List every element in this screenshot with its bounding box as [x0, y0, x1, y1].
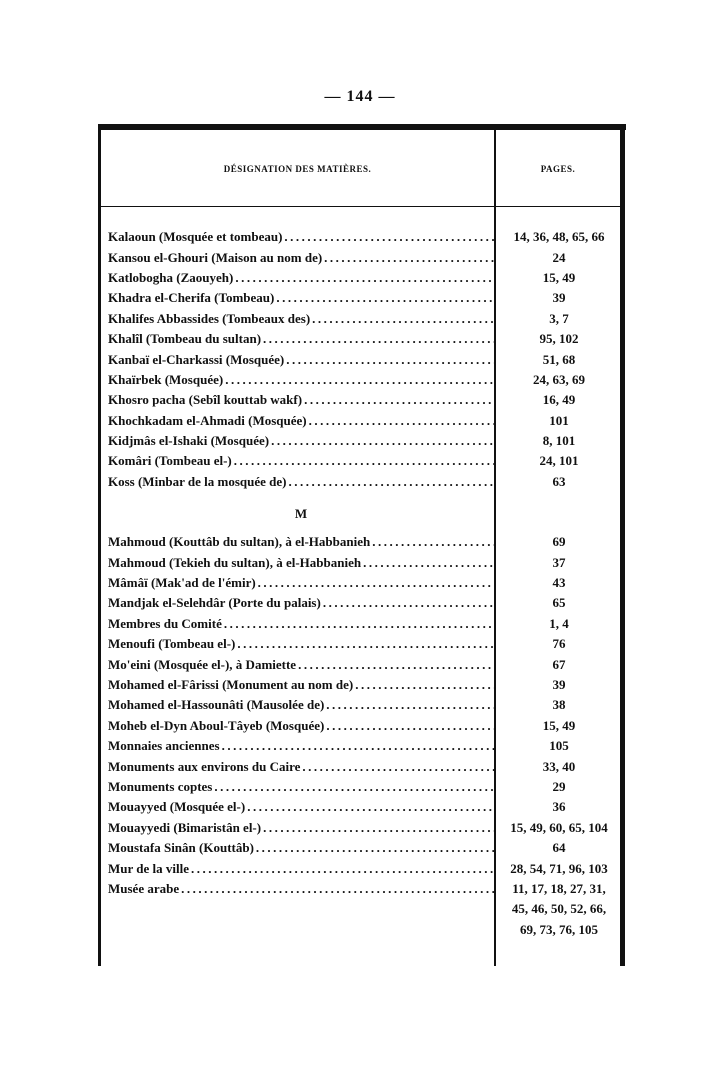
entry-designation	[108, 657, 494, 673]
dot-leader	[225, 372, 494, 388]
entry-name: Mohamed el-Hassounâti (Mausolée de)	[108, 697, 325, 713]
entry-pages: 15, 49, 60, 65, 104	[510, 819, 608, 835]
dot-leader	[247, 799, 494, 815]
index-entry	[108, 247, 621, 267]
index-entry	[108, 593, 621, 613]
dot-leader	[372, 534, 494, 550]
entry-pages: 38	[552, 697, 566, 713]
dot-leader	[263, 331, 494, 347]
entry-pages: 39	[552, 677, 566, 692]
section-letter-m: M	[294, 506, 308, 522]
entry-name: Khochkadam el-Ahmadi (Mosquée)	[108, 412, 307, 428]
entry-designation	[108, 311, 494, 327]
index-entry	[108, 349, 621, 369]
dot-leader	[235, 270, 494, 286]
entry-designation	[108, 759, 494, 775]
entry-name: Katlobogha (Zaouyeh)	[108, 269, 234, 285]
entry-name: Kansou el-Ghouri (Maison au nom de)	[108, 249, 323, 265]
dot-leader	[326, 697, 494, 713]
entry-name: Khaïrbek (Mosquée)	[108, 371, 224, 387]
entry-designation	[108, 575, 494, 591]
index-entry	[108, 654, 621, 674]
entry-name: Khalîl (Tombeau du sultan)	[108, 331, 262, 347]
dot-leader	[355, 677, 494, 693]
entry-designation	[108, 433, 494, 449]
entry-designation	[108, 270, 494, 286]
dot-leader	[302, 759, 494, 775]
index-entry	[108, 614, 621, 634]
entry-designation	[108, 861, 494, 877]
entry-pages: 69	[552, 534, 566, 550]
index-entry	[108, 838, 621, 858]
index-entries	[108, 227, 621, 940]
entry-name: Mur de la ville	[108, 860, 190, 876]
entry-pages: 28, 54, 71, 96, 103	[510, 860, 608, 876]
entry-designation	[108, 820, 494, 836]
entry-name: Mouayyedi (Bimaristân el-)	[108, 819, 262, 835]
entry-designation	[108, 595, 494, 611]
index-entry	[108, 268, 621, 288]
index-entry	[108, 777, 621, 797]
entry-designation	[108, 840, 494, 856]
index-entry	[108, 309, 621, 329]
index-entry	[108, 736, 621, 756]
index-entry	[108, 227, 621, 247]
entry-designation	[108, 352, 494, 368]
entry-pages: 16, 49	[542, 392, 576, 408]
entry-designation	[108, 616, 494, 632]
entry-designation	[108, 474, 494, 490]
left-rule	[98, 124, 101, 966]
dot-leader	[298, 657, 494, 673]
entry-name: Moheb el-Dyn Aboul-Tâyeb (Mosquée)	[108, 717, 325, 733]
index-entry	[108, 411, 621, 431]
dot-leader	[234, 453, 494, 469]
dot-leader	[284, 229, 494, 245]
entry-designation	[108, 697, 494, 713]
index-entry	[108, 797, 621, 817]
page-number: — 144 —	[324, 88, 396, 105]
entry-pages: 64	[552, 840, 566, 856]
dot-leader	[237, 636, 494, 652]
entry-pages: 39	[552, 290, 566, 306]
entry-pages: 8, 101	[542, 433, 576, 449]
dot-leader	[258, 575, 494, 591]
index-entry	[108, 858, 621, 878]
index-entry	[108, 288, 621, 308]
index-entry	[108, 451, 621, 471]
index-entry	[108, 818, 621, 838]
entry-designation	[108, 738, 494, 754]
dot-leader	[271, 433, 494, 449]
dot-leader	[214, 779, 494, 795]
entry-name: Kalaoun (Mosquée et tombeau)	[108, 229, 283, 245]
entry-pages: 1, 4	[549, 615, 569, 631]
entry-name: Mahmoud (Kouttâb du sultan), à el-Habbanieh	[108, 534, 371, 550]
index-entry	[108, 756, 621, 776]
index-entry	[108, 532, 621, 552]
top-rule	[98, 124, 626, 130]
entry-pages: 29	[552, 778, 566, 794]
entry-designation	[108, 290, 494, 306]
entry-designation	[108, 881, 494, 897]
entry-name: Musée arabe	[108, 880, 180, 896]
entry-designation	[108, 555, 494, 571]
entry-pages: 24, 101	[539, 453, 579, 469]
dot-leader	[191, 861, 494, 877]
entry-designation	[108, 799, 494, 815]
entry-name: Kanbaï el-Charkassi (Mosquée)	[108, 351, 285, 367]
index-entry	[108, 390, 621, 410]
dot-leader	[323, 595, 494, 611]
entry-name: Membres du Comité	[108, 615, 222, 631]
index-entry	[108, 634, 621, 654]
entry-name: Koss (Minbar de la mosquée de)	[108, 473, 287, 489]
index-entry	[108, 472, 621, 492]
entry-pages: 65	[552, 595, 566, 611]
dot-leader	[326, 718, 494, 734]
entry-pages: 14, 36, 48, 65, 66	[513, 229, 605, 245]
entry-name: Moustafa Sinân (Kouttâb)	[108, 840, 254, 856]
dot-leader	[263, 820, 494, 836]
index-entry	[108, 716, 621, 736]
dot-leader	[256, 840, 494, 856]
index-entry	[108, 879, 621, 899]
entry-pages: 105	[549, 738, 569, 754]
entry-designation	[108, 534, 494, 550]
index-table	[98, 124, 622, 964]
entry-designation	[108, 392, 494, 408]
section-k	[108, 227, 621, 492]
entry-pages: 76	[552, 636, 566, 652]
entry-name: Mohamed el-Fârissi (Monument au nom de)	[108, 677, 354, 692]
dot-leader	[276, 290, 494, 306]
entry-name: Mahmoud (Tekieh du sultan), à el-Habbanieh	[108, 554, 362, 570]
entry-pages: 51, 68	[542, 351, 576, 367]
index-entry	[108, 695, 621, 715]
entry-designation	[108, 372, 494, 388]
entry-pages: 11, 17, 18, 27, 31,	[512, 880, 606, 896]
dot-leader	[312, 311, 494, 327]
entry-name: Kidjmâs el-Ishaki (Mosquée)	[108, 433, 270, 449]
entry-pages: 37	[552, 554, 566, 570]
entry-designation	[108, 677, 494, 693]
entry-pages-continued: 45, 46, 50, 52, 66,	[511, 901, 607, 917]
index-entry	[108, 552, 621, 572]
entry-name: Komâri (Tombeau el-)	[108, 453, 232, 469]
dot-leader	[363, 555, 494, 571]
entry-designation	[108, 636, 494, 652]
entry-name: Mo'eini (Mosquée el-), à Damiette	[108, 656, 297, 672]
entry-pages: 33, 40	[542, 758, 576, 774]
entry-designation	[108, 229, 494, 245]
entry-designation	[108, 718, 494, 734]
entry-pages: 95, 102	[539, 331, 579, 347]
dot-leader	[286, 352, 494, 368]
entry-pages: 36	[552, 799, 566, 815]
index-entry	[108, 573, 621, 593]
entry-designation	[108, 331, 494, 347]
entry-pages: 67	[552, 656, 566, 672]
section-m	[108, 532, 621, 899]
header-rule	[101, 206, 620, 207]
entry-name: Mandjak el-Selehdâr (Porte du palais)	[108, 595, 321, 611]
musee-pages-continuation	[108, 899, 621, 940]
entry-pages: 63	[552, 473, 566, 489]
entry-designation	[108, 413, 494, 429]
dot-leader	[224, 616, 494, 632]
dot-leader	[289, 474, 494, 490]
entry-name: Monuments coptes	[108, 778, 213, 794]
entry-name: Monuments aux environs du Caire	[108, 758, 301, 774]
entry-name: Khosro pacha (Sebîl kouttab wakf)	[108, 392, 303, 408]
entry-pages: 24	[552, 249, 566, 265]
entry-name: Menoufi (Tombeau el-)	[108, 636, 236, 652]
entry-designation	[108, 453, 494, 469]
entry-name: Mâmâï (Mak'ad de l'émir)	[108, 575, 256, 591]
entry-pages: 43	[552, 575, 566, 591]
entry-designation	[108, 250, 494, 266]
index-entry	[108, 370, 621, 390]
entry-designation	[108, 779, 494, 795]
entry-pages: 15, 49	[542, 269, 576, 285]
entry-name: Mouayyed (Mosquée el-)	[108, 799, 246, 815]
entry-pages: 3, 7	[549, 310, 569, 326]
dot-leader	[222, 738, 494, 754]
dot-leader	[181, 881, 494, 897]
entry-pages-continued: 69, 73, 76, 105	[520, 921, 598, 937]
index-entry	[108, 329, 621, 349]
entry-pages: 101	[549, 412, 569, 428]
entry-pages: 24, 63, 69	[533, 371, 585, 387]
index-entry	[108, 431, 621, 451]
header-designation: DÉSIGNATION DES MATIÈRES.	[223, 164, 372, 174]
header-pages: PAGES.	[540, 164, 576, 174]
dot-leader	[324, 250, 494, 266]
entry-name: Khadra el-Cherifa (Tombeau)	[108, 290, 275, 306]
entry-pages: 15, 49	[542, 717, 576, 733]
dot-leader	[309, 413, 494, 429]
dot-leader	[304, 392, 494, 408]
index-entry	[108, 675, 621, 695]
entry-name: Monnaies anciennes	[108, 738, 220, 754]
entry-name: Khalifes Abbassides (Tombeaux des)	[108, 310, 311, 326]
